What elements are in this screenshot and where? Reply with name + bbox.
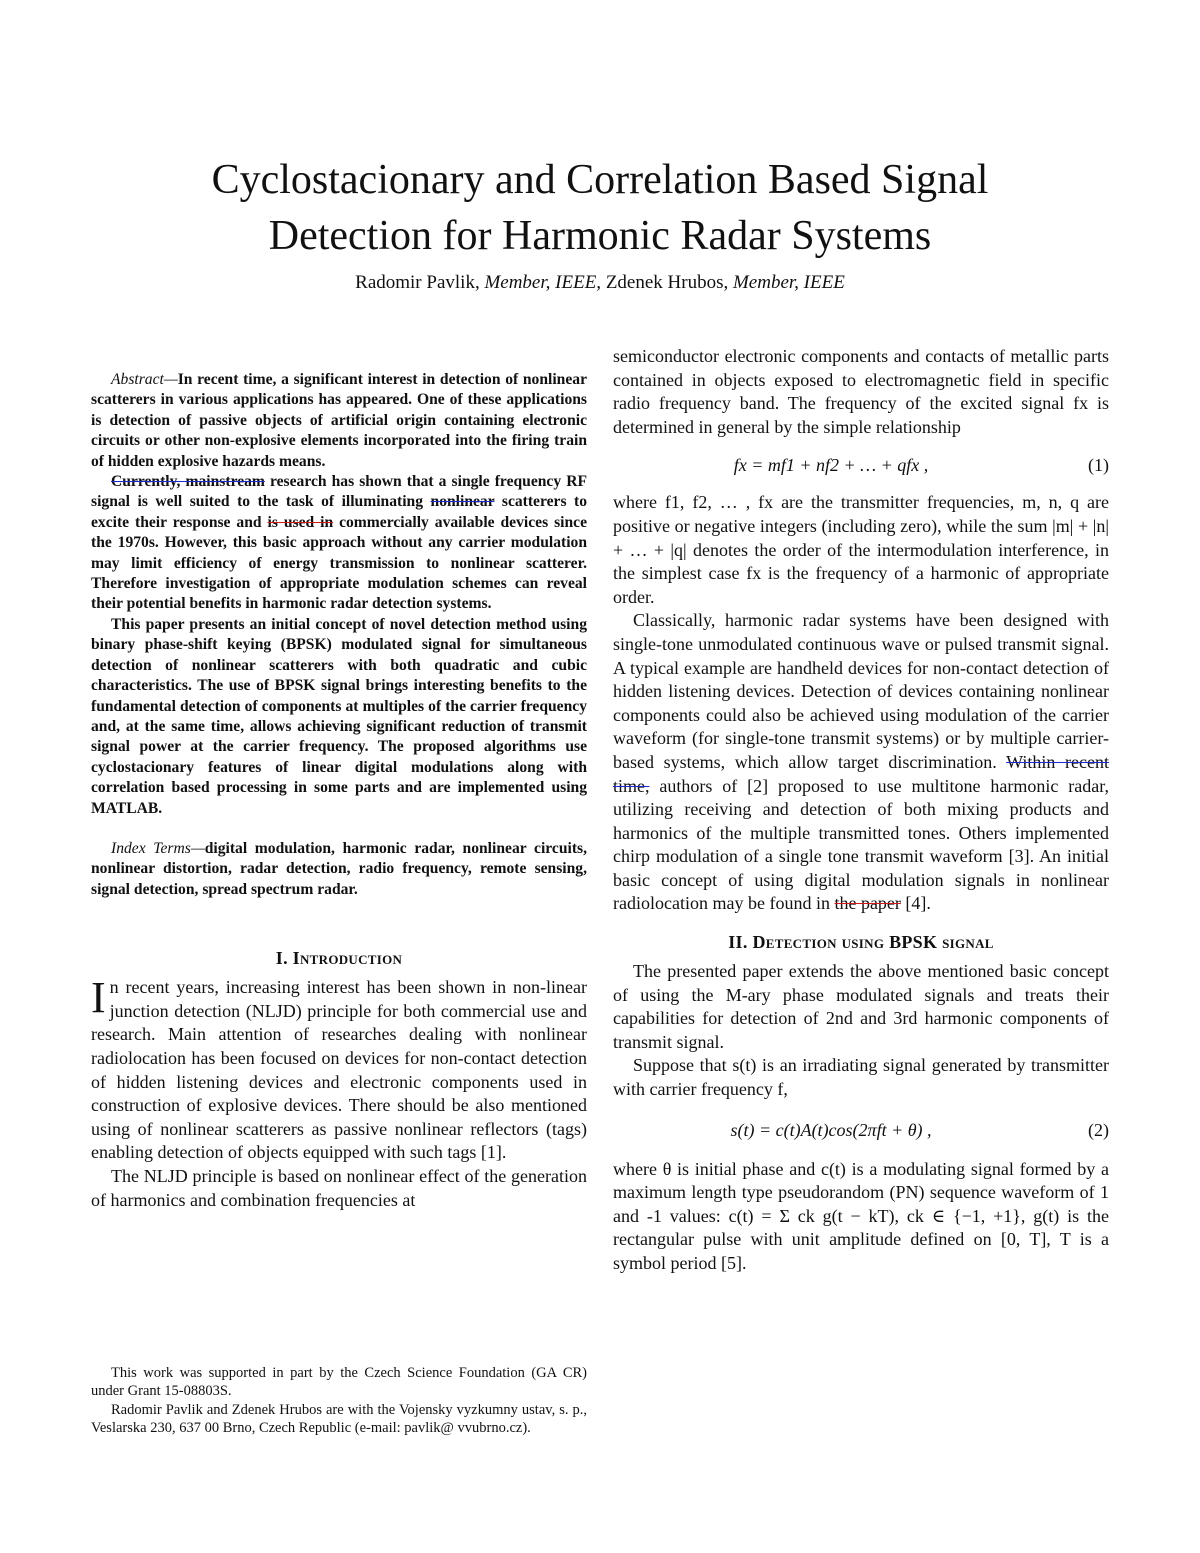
index-terms: Index Terms—digital modulation, harmonic radar, nonlinear circuits, nonlinear distortion, radar detection, radio frequency, remote sensing, signal detection, spread spectrum radar.	[91, 839, 587, 898]
introduction-p2: The NLJD principle is based on nonlinear effect of the generation of harmonics and combination frequencies at	[91, 1165, 587, 1210]
abstract-p3: This paper presents an initial concept of novel detection method using binary phase-shift keying (BPSK) modulated signal for simultaneous detection of nonlinear scatterers with both quadratic and cubic characteristics. The use of BPSK signal brings interesting benefits to the fundamental detection of components at multiples of the carrier frequency and, at the same time, allows achieving significant reduction of transmit signal power at the carrier frequency. The proposed algorithms use cyclostacionary features of linear digital modulations along with correlation based processing in some parts and are implemented using MATLAB.	[91, 615, 587, 817]
paper-title	[0, 152, 1200, 264]
tracked-deletion: the paper	[834, 893, 901, 914]
section-heading-introduction: I. Introduction	[275, 948, 403, 969]
equation-2-number: (2)	[1088, 1119, 1109, 1140]
introduction-p1: In recent years, increasing interest has been shown in non-linear junction detection (NLJD) principle for both commercial use and research. Main attention of researches dealing with nonlinear radiolocation has been focused on devices for non-contact detection of hidden listening devices and electronic components used in construction of explosive devices. There should be also mentioned using of nonlinear scatterers as passive nonlinear reflectors (tags) enabling detection of objects equipped with such tags [1].	[91, 973, 587, 1163]
left-column	[91, 370, 587, 1212]
detection-p3: where θ is initial phase and c(t) is a modulating signal formed by a maximum length type pseudorandom (PN) sequence waveform of 1 and -1 values: c(t) = Σ ck g(t − kT), ck ∈ {−1, +1}, g(t) is the rectangular pulse with unit amplitude defined on [0, T], T is a symbol period [5].	[613, 1158, 1109, 1273]
index-terms-label: Index Terms—	[111, 839, 205, 857]
right-p3: Classically, harmonic radar systems have been designed with single-tone unmodulated continuous wave or pulsed transmit signal. A typical example are handheld devices for non-contact detection of hidden listening devices. Detection of devices containing nonlinear components could also be achieved using modulation of the carrier waveform (for single-tone transmit systems) or by multiple carrier-based systems, which allow target discrimination. Within recent time, authors of [2] proposed to use multitone harmonic radar, utilizing receiving and detection of both mixing products and harmonics of the multiple transmitted tones. Others implemented chirp modulation of a single tone transmit waveform [3]. An initial basic concept of using digital modulation signals in nonlinear radiolocation may be found in the paper [4].	[613, 610, 1109, 914]
equation-2	[613, 1110, 1109, 1150]
author-1: Radomir Pavlik,	[355, 272, 480, 293]
detection-p1: The presented paper extends the above mentioned basic concept of using the M-ary phase modulated signals and treats their capabilities for detection of 2nd and 3rd harmonic components of transmit signal.	[613, 961, 1109, 1052]
tracked-deletion: nonlinear	[430, 493, 495, 511]
author-line	[0, 270, 1200, 296]
title-line-1: Cyclostacionary and Correlation Based Signal	[211, 157, 989, 204]
tracked-deletion: is used in	[267, 513, 334, 531]
abstract-label: Abstract—	[111, 371, 178, 388]
abstract	[91, 370, 587, 819]
section-heading-detection: II. Detection using BPSK signal	[728, 932, 994, 953]
right-body	[613, 345, 1109, 916]
footnote-funding: This work was supported in part by the Czech Science Foundation (GA CR) under Grant 15-08803S.	[91, 1365, 587, 1400]
title-line-2: Detection for Harmonic Radar Systems	[268, 213, 932, 260]
footnote	[91, 1364, 587, 1438]
equation-1	[613, 445, 1109, 485]
detection-p2: Suppose that s(t) is an irradiating signal generated by transmitter with carrier frequency f,	[613, 1055, 1109, 1100]
equation-1-body: fx = mf1 + nf2 + … + qfx ,	[733, 455, 929, 476]
abstract-p1: Abstract—In recent time, a significant interest in detection of nonlinear scatterers in various applications has appeared. One of these applications is detection of passive objects of artificial origin containing electronic circuits or other non-explosive elements incorporated into the firing train of hidden explosive hazards means.	[91, 371, 587, 470]
author-2: Zdenek Hrubos,	[605, 272, 729, 293]
right-p1: semiconductor electronic components and contacts of metallic parts contained in objects exposed to electromagnetic field in specific radio frequency band. The frequency of the excited signal fx is determined in general by the simple relationship	[613, 346, 1109, 437]
footnote-affiliation: Radomir Pavlik and Zdenek Hrubos are with the Vojensky vyzkumny ustav, s. p., Veslarska 230, 637 00 Brno, Czech Republic (e-mail: pavlik@ vvubrno.cz).	[91, 1401, 587, 1437]
right-column	[613, 345, 1109, 1276]
equation-2-body: s(t) = c(t)A(t)cos(2πft + θ) ,	[730, 1119, 932, 1140]
author-2-role: Member, IEEE	[732, 272, 845, 293]
tracked-deletion: Within recent time,	[613, 751, 1109, 796]
right-p2: where f1, f2, … , fx are the transmitter frequencies, m, n, q are positive or negative integers (including zero), while the sum |m| + |n| + … + |q| denotes the order of the intermodulation interference, in the simplest case fx is the frequency of a harmonic of appropriate order.	[613, 492, 1109, 607]
equation-1-number: (1)	[1088, 455, 1109, 476]
introduction-body	[91, 973, 587, 1212]
tracked-deletion: Currently, mainstream	[111, 473, 265, 491]
dropcap: I	[91, 973, 106, 1023]
abstract-p2: Currently, mainstream research has shown that a single frequency RF signal is well suited to the task of illuminating nonlinear scatterers to excite their response and is used in commercially available devices since the 1970s. However, this basic approach without any carrier modulation may limit efficiency of energy transmission to nonlinear scatterer. Therefore investigation of appropriate modulation schemes can reveal their potential benefits in harmonic radar detection systems.	[91, 473, 587, 613]
detection-body	[613, 960, 1109, 1276]
author-1-role: Member, IEEE,	[484, 272, 602, 293]
